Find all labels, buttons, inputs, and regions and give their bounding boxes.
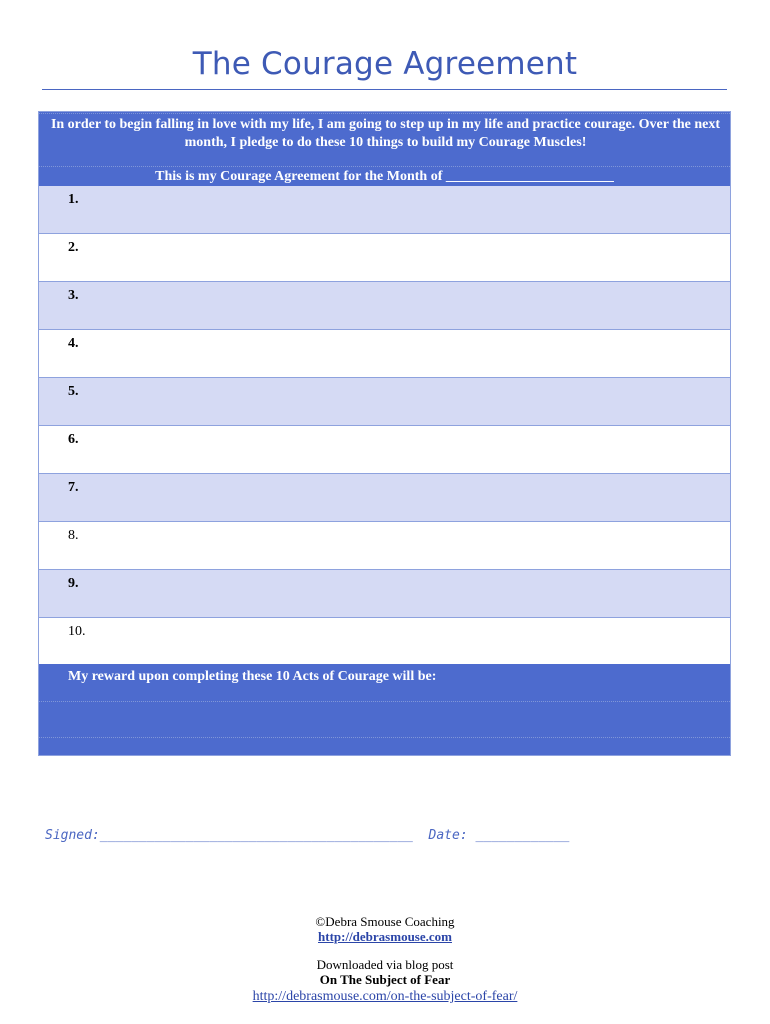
copyright-text: ©Debra Smouse Coaching xyxy=(315,914,455,929)
downloaded-via-text: Downloaded via blog post xyxy=(316,957,454,972)
agreement-table xyxy=(38,111,731,756)
footer-post-link-wrap xyxy=(0,989,770,1004)
month-line: This is my Courage Agreement for the Month of ________________________ xyxy=(155,169,614,184)
agreement-row[interactable] xyxy=(39,570,730,618)
agreement-row[interactable] xyxy=(39,618,730,666)
row-number: 10. xyxy=(68,624,86,639)
row-number: 9. xyxy=(68,576,79,591)
row-number: 3. xyxy=(68,288,79,303)
agreement-row[interactable] xyxy=(39,378,730,426)
agreement-row[interactable] xyxy=(39,186,730,234)
row-number: 2. xyxy=(68,240,79,255)
agreement-row[interactable] xyxy=(39,474,730,522)
row-number: 6. xyxy=(68,432,79,447)
reward-dotted-line xyxy=(39,701,730,702)
intro-text: In order to begin falling in love with my life, I am going to step up in my life and practice courage. Over the next month, I pledge to do these 10 things to build my Courage Muscles! xyxy=(50,117,721,150)
agreement-row[interactable] xyxy=(39,522,730,570)
header-dotted-line xyxy=(39,113,730,114)
row-number: 1. xyxy=(68,192,79,207)
reward-label: My reward upon completing these 10 Acts of Courage will be: xyxy=(68,669,437,684)
agreement-row[interactable] xyxy=(39,426,730,474)
row-number: 7. xyxy=(68,480,79,495)
reward-dotted-line xyxy=(39,737,730,738)
agreement-row[interactable] xyxy=(39,282,730,330)
signature-date-line[interactable]: Signed:________________________________________ Date: ____________ xyxy=(45,828,570,843)
post-title: On The Subject of Fear xyxy=(319,972,451,987)
agreement-row[interactable] xyxy=(39,330,730,378)
row-number: 8. xyxy=(68,528,79,543)
header-dotted-line xyxy=(39,166,730,167)
agreement-row[interactable] xyxy=(39,234,730,282)
site-link[interactable]: http://debrasmouse.com xyxy=(318,929,452,944)
title-divider xyxy=(42,89,727,90)
post-link[interactable]: http://debrasmouse.com/on-the-subject-of-fear/ xyxy=(252,989,518,1004)
reward-section[interactable] xyxy=(39,664,730,755)
row-number: 5. xyxy=(68,384,79,399)
row-number: 4. xyxy=(68,336,79,351)
page-title: The Courage Agreement xyxy=(192,46,578,82)
footer-site-link-wrap xyxy=(0,929,770,944)
agreement-header xyxy=(39,112,730,186)
